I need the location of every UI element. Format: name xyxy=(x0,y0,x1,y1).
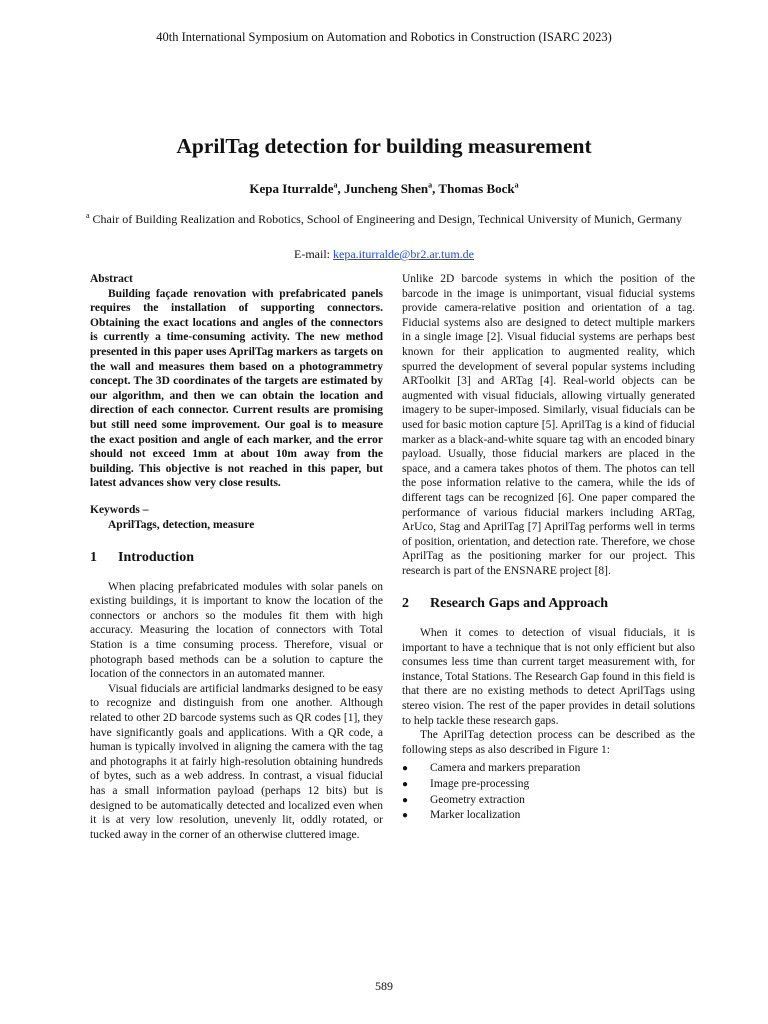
author-affiliation-mark: a xyxy=(333,180,338,190)
list-item xyxy=(402,761,695,777)
step-list xyxy=(402,761,695,823)
affiliation-text: Chair of Building Realization and Robotics, School of Engineering and Design, Technical University of Munich, Germany xyxy=(92,212,683,226)
author-affiliation-mark: a xyxy=(428,180,433,190)
affiliation xyxy=(80,210,688,228)
author-name: Kepa Iturralde xyxy=(249,181,334,196)
keywords-heading: Keywords – xyxy=(90,503,149,516)
author-name: Juncheng Shen xyxy=(343,181,429,196)
paragraph: The AprilTag detection process can be described as the following steps as also described in Figure 1: xyxy=(402,729,695,756)
list-item-text: Image pre-processing xyxy=(430,778,530,790)
email-label: E-mail: xyxy=(294,247,333,261)
email-link[interactable]: kepa.iturralde@br2.ar.tum.de xyxy=(333,247,474,261)
contact-email xyxy=(0,247,768,262)
list-item-text: Camera and markers preparation xyxy=(430,762,581,775)
author-affiliation-mark: a xyxy=(514,180,519,190)
author-name: Thomas Bock xyxy=(438,181,515,196)
bullet-icon: ● xyxy=(402,763,409,775)
list-item-text: Geometry extraction xyxy=(430,793,525,806)
section-title: Introduction xyxy=(118,550,194,566)
author-separator: , xyxy=(432,181,439,196)
author-list xyxy=(0,181,768,197)
running-header: 40th International Symposium on Automation and Robotics in Construction (ISARC 2023) xyxy=(156,30,612,44)
bullet-icon: ● xyxy=(402,794,409,806)
list-item xyxy=(402,808,695,824)
section-number: 2 xyxy=(402,596,409,612)
section-heading-introduction xyxy=(90,551,383,566)
keywords-text: AprilTags, detection, measure xyxy=(108,518,255,531)
section-title: Research Gaps and Approach xyxy=(430,596,609,612)
list-item xyxy=(402,777,695,793)
section-heading-research-gaps xyxy=(402,597,695,612)
paragraph: When it comes to detection of visual fiducials, it is important to have a technique that is not only efficient but also consumes less time than current target measurement with, for instance, Total Stations. The Research Gap found in this field is that there are no existing methods to detect AprilTags using stereo vision. The rest of the paper provides in detail solutions to help tackle these research gaps. xyxy=(402,627,695,727)
abstract-heading: Abstract xyxy=(90,273,133,285)
right-column xyxy=(402,272,695,824)
paragraph: When placing prefabricated modules with solar panels on existing buildings, it is important to know the location of the connectors or anchors so the modules fit them with high accuracy. Measuring the location of connectors with Total Station is a time consuming process. Therefore, visual or photograph based methods can be a solution to capture the location of the connectors in an automated manner. xyxy=(90,580,383,681)
bullet-icon: ● xyxy=(402,810,409,822)
section-number: 1 xyxy=(90,550,97,566)
page-number: 589 xyxy=(375,979,393,993)
paragraph: Visual fiducials are artificial landmarks designed to be easy to recognize and distinguish from one another. Although related to other 2D barcode systems such as QR codes [1], they have significantly goals and applications. With a QR code, a human is typically involved in aligning the camera with the tag and photographs it at fairly high-resolution obtaining hundreds of bytes, such as a web address. In contrast, a visual fiducial has a small information payload (perhaps 12 bits) but is designed to be automatically detected and localized even when it is at very low resolution, unevenly lit, oddly rotated, or tucked away in the corner of an otherwise cluttered image. xyxy=(90,682,383,841)
affiliation-mark: a xyxy=(85,211,90,220)
abstract-text: Building façade renovation with prefabricated panels requires the installation of supporting connectors. Obtaining the exact locations and angles of the connectors is currently a time-consuming activity. The new method presented in this paper uses AprilTag markers as targets on the wall and measures them based on a photogrammetry concept. The 3D coordinates of the targets are estimated by our algorithm, and then we can obtain the location and direction of each connector. Current results are promising but still need some improvement. Our goal is to measure the exact position and angle of each marker, and the error should not exceed 1mm at about 10m away from the building. This objective is not reached in this paper, but latest advances show very close results. xyxy=(90,287,383,490)
paragraph: Unlike 2D barcode systems in which the position of the barcode in the image is unimportant, visual fiducial systems provide camera-relative position and orientation of a tag. Fiducial systems also are designed to detect multiple markers in a single image [2]. Visual fiducial systems are perhaps best known for their application to augmented reality, which spurred the development of several popular systems including ARToolkit [3] and ARTag [4]. Real-world objects can be augmented with visual fiducials, allowing virtually generated imagery to be super-imposed. Similarly, visual fiducials can be used for basic motion capture [5]. AprilTag is a kind of fiducial marker as a black-and-white square tag with an encoded binary payload. Usually, those fiducial markers are placed in the space, and a camera takes photos of them. The photos can tell the pose information relative to the camera, while the ids of different tags can be recognized [6]. One paper compared the performance of various fiducial markers including ARTag, ArUco, Stag and AprilTag [7] AprilTag performs well in terms of position, orientation, and detection rate. Therefore, we chose AprilTag as the positioning marker for our project. This research is part of the ENSNARE project [8]. xyxy=(402,273,695,577)
left-column xyxy=(90,272,383,842)
list-item-text: Marker localization xyxy=(430,809,521,822)
bullet-icon: ● xyxy=(402,779,409,790)
paper-title: AprilTag detection for building measurement xyxy=(176,134,592,158)
list-item xyxy=(402,793,695,809)
author-separator: , xyxy=(337,181,344,196)
